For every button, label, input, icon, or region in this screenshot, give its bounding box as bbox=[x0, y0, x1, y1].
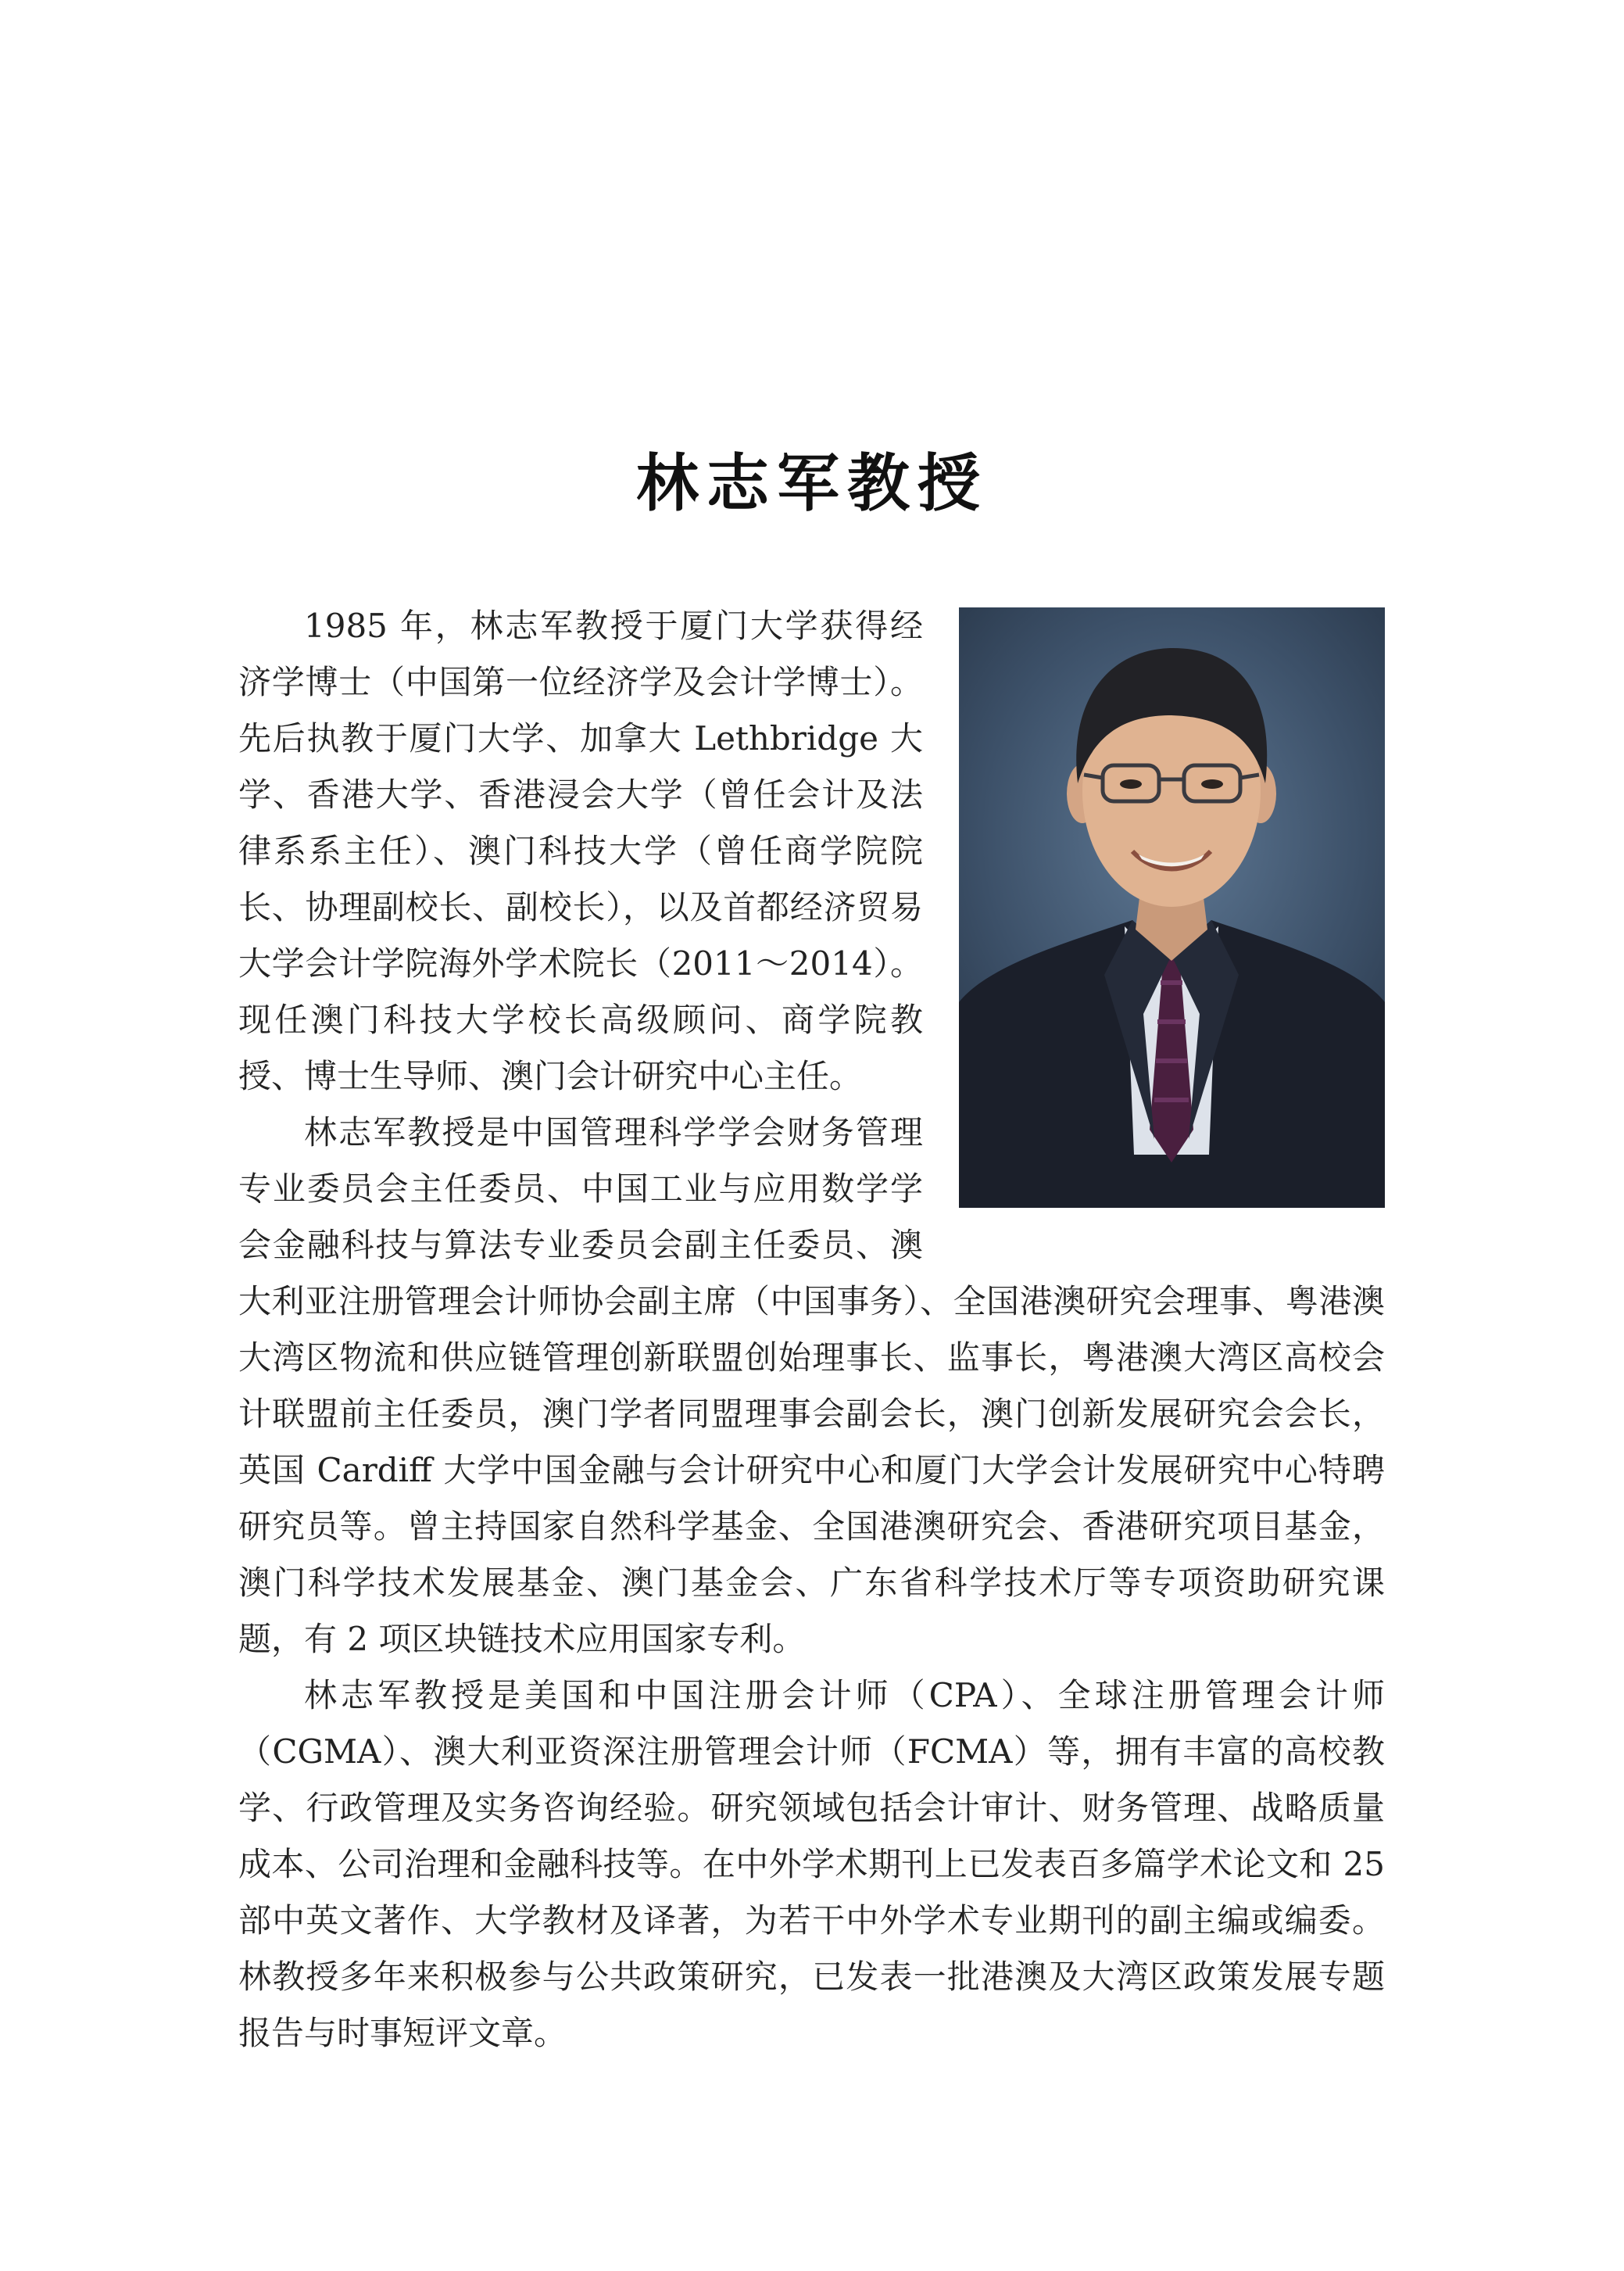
paragraph: 1985 年，林志军教授于厦门大学获得经济学博士（中国第一位经济学及会计学博士）。先后执教于厦门大学、加拿大 Lethbridge 大学、香港大学、香港浸会大学（曾任会计及法律系系主任）、澳门科技大学（曾任商学院院长、协理副校长、副校长），以及首都经济贸易大学会计学院海外学术院长（2011～2014）。现任澳门科技大学校长高级顾问、商学院教授、博士生导师、澳门会计研究中心主任。 bbox=[238, 607, 923, 1095]
paragraph: 林志军教授是中国管理科学学会财务管理专业委员会主任委员、中国工业与应用数学学会金融科技与算法专业委员会副主任委员、澳大利亚注册管理会计师协会副主席（中国事务）、全国港澳研究会理事、粤港澳大湾区物流和供应链管理创新联盟创始理事长、监事长，粤港澳大湾区高校会计联盟前主任委员，澳门学者同盟理事会副会长，澳门创新发展研究会会长，英国 Cardiff 大学中国金融与会计研究中心和厦门大学会计发展研究中心特聘研究员等。曾主持国家自然科学基金、全国港澳研究会、香港研究项目基金，澳门科学技术发展基金、澳门基金会、广东省科学技术厅等专项资助研究课题，有 2 项区块链技术应用国家专利。 bbox=[238, 1113, 1385, 1658]
page-title: 林志军教授 bbox=[636, 446, 988, 520]
portrait-illustration bbox=[959, 607, 1385, 1208]
paragraph: 林志军教授是美国和中国注册会计师（CPA）、全球注册管理会计师（CGMA）、澳大利亚资深注册管理会计师（FCMA）等，拥有丰富的高校教学、行政管理及实务咨询经验。研究领域包括会计审计、财务管理、战略质量成本、公司治理和金融科技等。在中外学术期刊上已发表百多篇学术论文和 25 部中英文著作、大学教材及译著，为若干中外学术专业期刊的副主编或编委。林教授多年来积极参与公共政策研究，已发表一批港澳及大湾区政策发展专题报告与时事短评文章。 bbox=[238, 1676, 1385, 2052]
portrait-photo bbox=[959, 607, 1385, 1208]
biography-body bbox=[238, 598, 1385, 2061]
